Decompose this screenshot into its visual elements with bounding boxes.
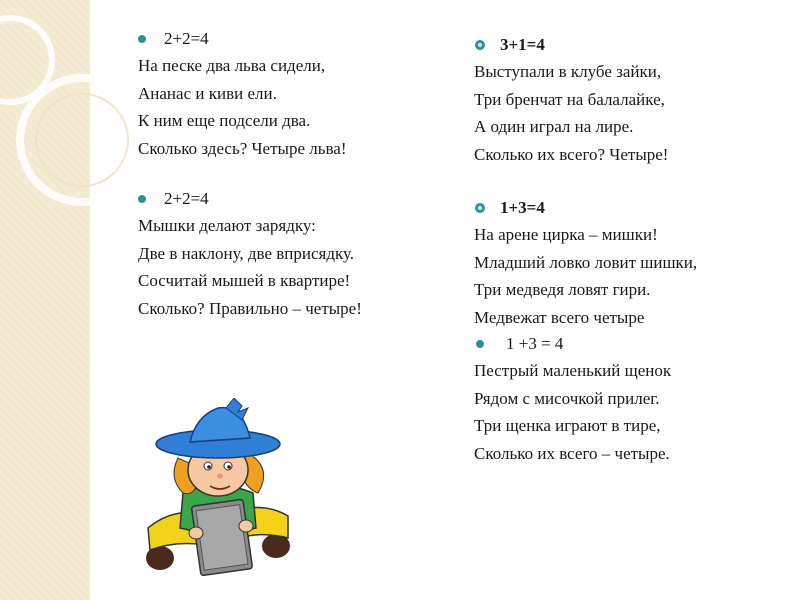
poem-equation: 2+2=4 <box>164 189 209 208</box>
poem-block <box>138 26 438 162</box>
decorative-rings <box>0 0 140 230</box>
poem-line: К ним еще подсели два. <box>138 111 311 130</box>
poem-line: Ананас и киви ели. <box>138 83 277 103</box>
poem-line: Младший ловко ловит шишки, <box>474 252 698 272</box>
star-bullet-icon <box>474 39 486 51</box>
poem-line: На песке два льва сидели, <box>138 56 326 75</box>
poem-equation: 1 +3 = 4 <box>506 334 564 353</box>
poem-line: А один играл на лире. <box>474 117 634 136</box>
poem-line: Сколько их всего? Четыре! <box>474 144 669 164</box>
poem-block <box>474 195 794 331</box>
teal-dot-icon <box>476 340 484 348</box>
poem-equation: 2+2=4 <box>164 29 209 48</box>
poem-line: Сосчитай мышей в квартире! <box>138 271 351 290</box>
poem-heading <box>474 195 794 221</box>
teal-dot-icon <box>138 195 146 203</box>
poem-line: Две в наклону, две вприсядку. <box>138 243 355 263</box>
star-bullet-icon <box>474 202 486 214</box>
poem-line: Сколько их всего – четыре. <box>474 443 670 463</box>
poem-equation: 3+1=4 <box>500 35 545 54</box>
boy-with-book-illustration <box>138 398 298 588</box>
poem-heading <box>138 186 438 212</box>
poem-line: На арене цирка – мишки! <box>474 225 658 244</box>
teal-dot-icon <box>138 35 146 43</box>
poem-heading <box>138 26 438 52</box>
poem-equation: 1+3=4 <box>500 198 545 217</box>
poem-line: Три медведя ловят гири. <box>474 280 651 299</box>
poem-heading <box>474 331 794 357</box>
poem-line: Медвежат всего четыре <box>474 307 645 327</box>
poem-line: Пестрый маленький щенок <box>474 361 672 380</box>
poem-line: Выступали в клубе зайки, <box>474 62 662 81</box>
poem-line: Три бренчат на балалайке, <box>474 89 665 109</box>
left-column <box>138 26 438 322</box>
poem-line: Сколько? Правильно – четыре! <box>138 298 362 318</box>
poem-block <box>474 32 794 168</box>
poem-line: Рядом с мисочкой прилег. <box>474 388 660 408</box>
poem-line: Мышки делают зарядку: <box>138 216 316 235</box>
poem-line: Сколько здесь? Четыре льва! <box>138 138 347 158</box>
poem-block <box>138 186 438 322</box>
poem-heading <box>474 32 794 58</box>
poem-block <box>474 331 794 467</box>
poem-line: Три щенка играют в тире, <box>474 416 661 435</box>
right-column <box>474 32 794 467</box>
